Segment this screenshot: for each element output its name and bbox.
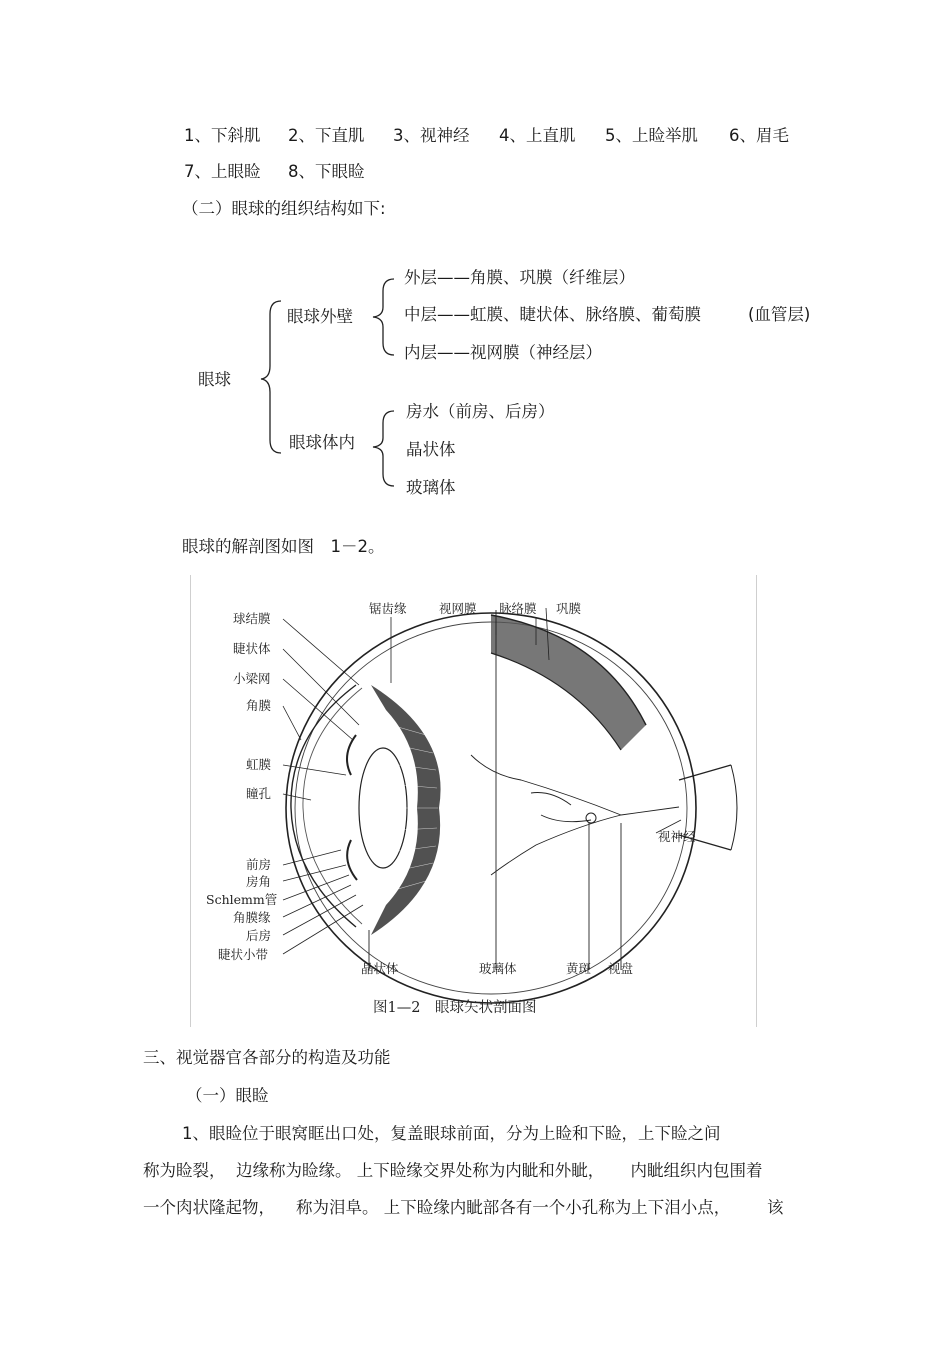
label-trabecular-meshwork: 小梁网 (233, 671, 271, 686)
tree-leaf: 房水（前房、后房） (406, 402, 555, 421)
label-sclera: 巩膜 (556, 601, 582, 616)
eye-anatomy-figure (190, 575, 757, 1027)
label-posterior-chamber: 后房 (246, 928, 272, 943)
label-choroid: 脉络膜 (499, 601, 537, 616)
label-cornea: 角膜 (246, 698, 272, 713)
section-heading: （二）眼球的组织结构如下: (182, 199, 386, 218)
label-lens: 晶状体 (361, 961, 399, 976)
label-ora-serrata: 锯齿缘 (369, 601, 407, 616)
tree-leaf: 内层——视网膜（神经层） (404, 343, 602, 362)
label-retina: 视网膜 (439, 601, 477, 616)
label-optic-disc: 视盘 (608, 961, 634, 976)
muscle-item: 6、眉毛 (729, 126, 789, 145)
muscle-item: 2、下直肌 (288, 126, 365, 145)
tree-leaf: 中层——虹膜、睫状体、脉络膜、葡萄膜 (404, 305, 701, 324)
tree-node-wall: 眼球外壁 (287, 307, 353, 326)
figure-intro: 眼球的解剖图如图 1－2。 (182, 537, 385, 556)
muscle-item: 4、上直肌 (499, 126, 576, 145)
label-schlemm-canal: Schlemm管 (206, 892, 278, 907)
label-chamber-angle: 房角 (246, 874, 272, 889)
label-vitreous: 玻璃体 (479, 961, 517, 976)
muscle-item: 7、上眼睑 (184, 162, 261, 181)
paragraph-line: 称为睑裂， 边缘称为睑缘。 上下睑缘交界处称为内眦和外眦， 内眦组织内包围着 (143, 1161, 763, 1180)
tree-node-inner: 眼球体内 (289, 433, 355, 452)
label-limbus: 角膜缘 (233, 910, 271, 925)
label-bulbar-conjunctiva: 球结膜 (233, 611, 271, 626)
paragraph-line: 一个肉状隆起物， 称为泪阜。 上下睑缘内眦部各有一个小孔称为上下泪小点， 该 (143, 1198, 784, 1217)
paragraph-line: 1、眼睑位于眼窝眶出口处，复盖眼球前面，分为上睑和下睑，上下睑之间 (182, 1124, 721, 1143)
label-anterior-chamber: 前房 (246, 857, 272, 872)
muscle-item: 8、下眼睑 (288, 162, 365, 181)
label-macula: 黄斑 (566, 961, 592, 976)
section-title: 三、视觉器官各部分的构造及功能 (143, 1048, 391, 1067)
tree-leaf-note: (血管层) (748, 305, 811, 324)
label-zonule: 睫状小带 (218, 947, 269, 962)
subsection-title: （一）眼睑 (186, 1086, 269, 1105)
tree-leaf: 晶状体 (406, 440, 456, 459)
label-pupil: 瞳孔 (246, 786, 272, 801)
tree-leaf: 外层——角膜、巩膜（纤维层） (404, 268, 635, 287)
tree-braces (0, 0, 950, 520)
figure-labels (191, 575, 756, 1027)
label-iris: 虹膜 (246, 757, 272, 772)
muscle-item: 3、视神经 (393, 126, 470, 145)
label-ciliary-body: 睫状体 (233, 641, 271, 656)
figure-caption: 图1—2 眼球矢状剖面图 (373, 1000, 537, 1016)
muscle-item: 5、上睑举肌 (605, 126, 698, 145)
label-optic-nerve: 视神经 (658, 829, 696, 844)
tree-leaf: 玻璃体 (406, 478, 456, 497)
muscle-item: 1、下斜肌 (184, 126, 261, 145)
tree-root: 眼球 (198, 370, 231, 389)
